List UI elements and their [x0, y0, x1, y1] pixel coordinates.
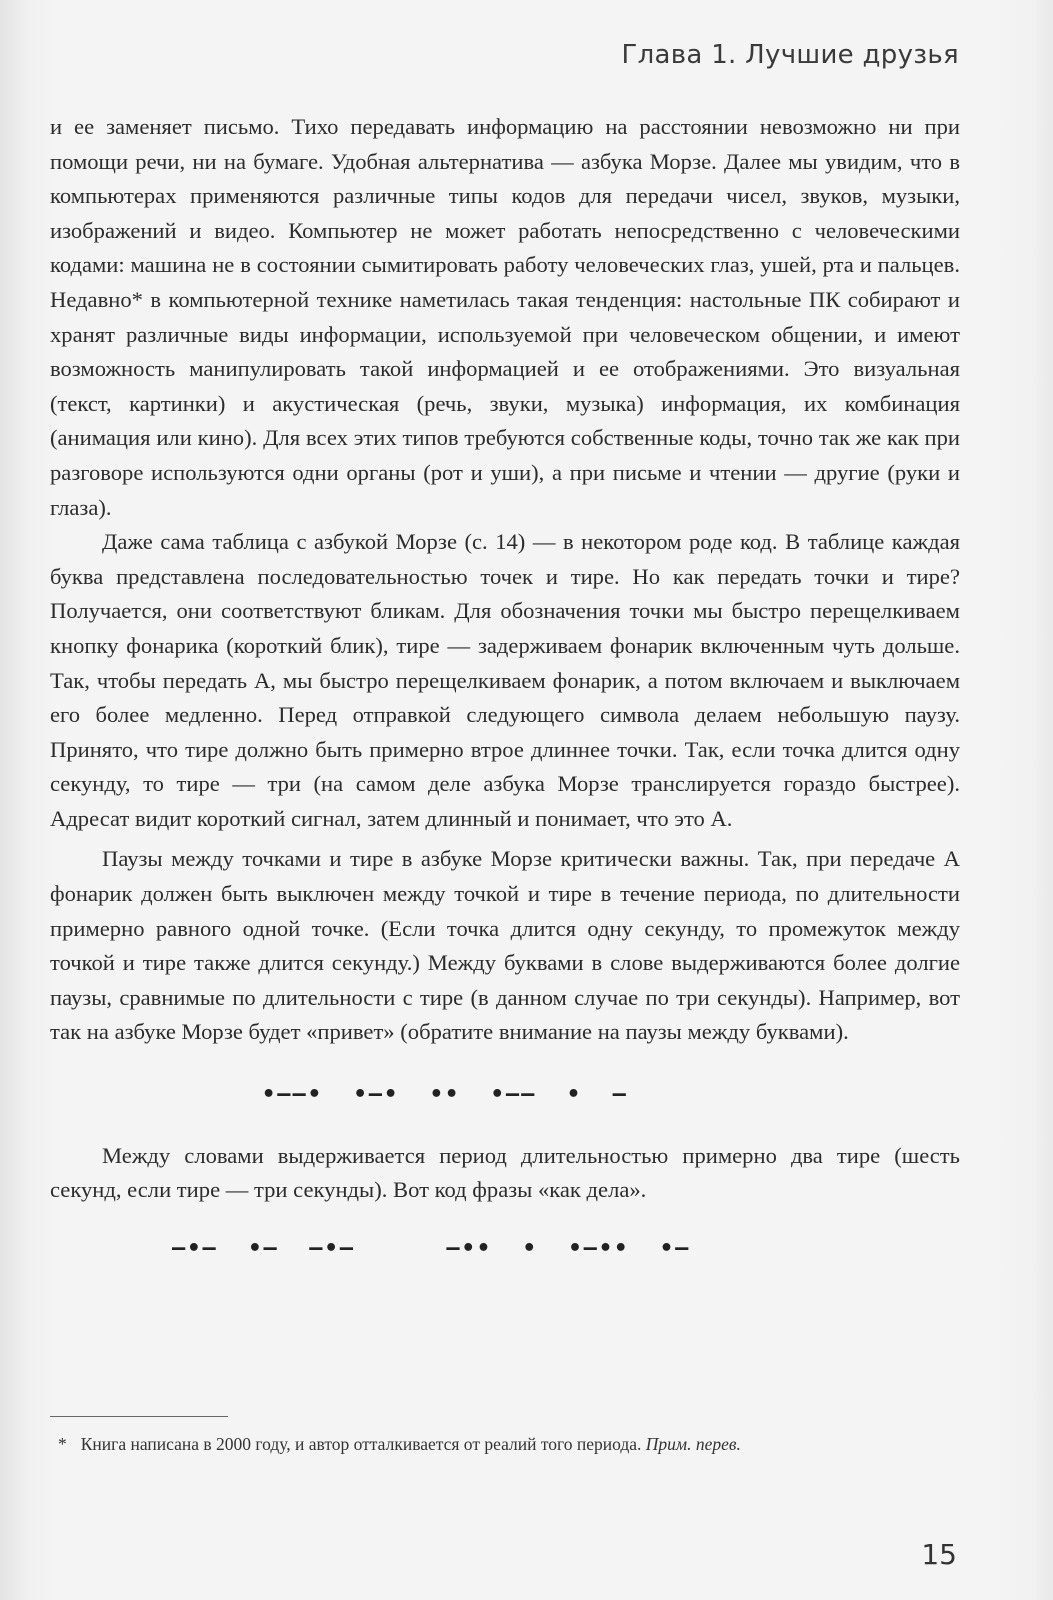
- running-head: Глава 1. Лучшие друзья: [621, 40, 959, 70]
- paragraph: Даже сама таблица с азбукой Морзе (с. 14) — в некотором роде код. В таблице каждая буква представлена последовательностью точек и тире. Но как передать точки и тире? Получается, они соответствуют бликам. Для обозначения точки мы быстро перещелкиваем кнопку фонарика (короткий блик), тире — задерживаем фонарик включенным чуть дольше. Так, чтобы передать А, мы быстро перещелкиваем фонарик, а потом включаем и выключаем его более медленно. Перед отправкой следующего символа делаем небольшую паузу. Принято, что тире должно быть примерно втрое длиннее точки. Так, если точка длится одну секунду, то тире — три (на самом деле азбука Морзе транслируется гораздо быстрее). Адресат видит короткий сигнал, затем длинный и понимает, что это А.: [50, 529, 960, 831]
- morse-code-kak-dela: —•— •— —•— —•• • •—•• •—: [172, 1235, 691, 1261]
- footnote-mark: *: [58, 1434, 67, 1454]
- morse-code-privet: •——• •—• •• •—— • —: [262, 1082, 628, 1108]
- paragraph: Между словами выдерживается период длительностью примерно два тире (шесть секунд, если тире — три секунды). Вот код фразы «как дела».: [50, 1142, 960, 1203]
- body-text: [50, 110, 960, 1266]
- page-number: 15: [921, 1538, 957, 1571]
- footnote-divider: [50, 1416, 228, 1417]
- footnote-note: Прим. перев.: [645, 1434, 741, 1454]
- paragraph: и ее заменяет письмо. Тихо передавать информацию на расстоянии невозможно ни при помощи речи, ни на бумаге. Удобная альтернатива — азбука Морзе. Далее мы увидим, что в компьютерах применяются различные типы кодов для передачи чисел, звуков, музыки, изображений и видео. Компьютер не может работать непосредственно с человеческими кодами: машина не в состоянии сымитировать работу человеческих глаз, ушей, рта и пальцев. Недавно* в компьютерной технике наметилась такая тенденция: настольные ПК собирают и хранят различные виды информации, используемой при человеческом общении, и имеют возможность манипулировать такой информацией и ее отображениями. Это визуальная (текст, картинки) и акустическая (речь, звуки, музыка) информация, их комбинация (анимация или кино). Для всех этих типов требуются собственные коды, точно так же как при разговоре используются одни органы (рот и уши), а при письме и чтении — другие (руки и глаза).: [50, 114, 960, 520]
- footnote: [58, 1434, 958, 1455]
- paragraph: Паузы между точками и тире в азбуке Морзе критически важны. Так, при передаче А фонарик должен быть выключен между точкой и тире в течение периода, по длительности примерно равного одной точке. (Если точка длится одну секунду, то промежуток между точкой и тире также длится секунду.) Между буквами в слове выдерживаются более долгие паузы, сравнимые по длительности с тире (в данном случае по три секунды). Например, вот так на азбуке Морзе будет «привет» (обратите внимание на паузы между буквами).: [50, 846, 960, 1045]
- footnote-text: Книга написана в 2000 году, и автор отталкивается от реалий того периода.: [80, 1434, 642, 1454]
